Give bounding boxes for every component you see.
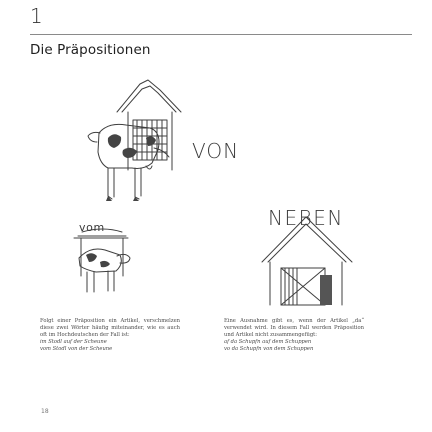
right-example-1: af da Schupfn auf dem Schuppen <box>224 339 312 346</box>
text-column-right <box>224 318 364 353</box>
small-barn-sketch <box>74 229 128 276</box>
chapter-number: 1 <box>30 4 43 28</box>
text-column-left <box>40 318 180 353</box>
page-number: 18 <box>41 408 49 415</box>
small-cow-sketch <box>79 249 130 292</box>
top-barn-sketch <box>117 80 181 170</box>
right-example-2: vo da Schupfn von dem Schuppen <box>224 346 314 353</box>
top-cow-sketch <box>88 124 169 199</box>
label-von: VON <box>192 139 240 163</box>
left-paragraph: Folgt einer Präposition ein Artikel, verschmelzen diese zwei Wörter häufig miteinander, wie es auch oft im Hochdeutschen der Fall ist: <box>40 318 180 339</box>
label-neben: NEBEN <box>268 206 344 230</box>
chapter-title: Die Präpositionen <box>30 42 151 58</box>
right-barn-sketch <box>262 217 352 305</box>
header-rule <box>30 34 412 35</box>
label-vom: vom <box>79 221 105 234</box>
left-example-2: vom Stodl von der Scheune <box>40 346 113 353</box>
left-example-1: im Stodl auf der Scheune <box>40 339 107 346</box>
right-paragraph: Eine Ausnahme gibt es, wenn der Artikel „da“ verwendet wird. In diesem Fall werden Präposition und Artikel nicht zusammengefügt: <box>224 318 364 339</box>
